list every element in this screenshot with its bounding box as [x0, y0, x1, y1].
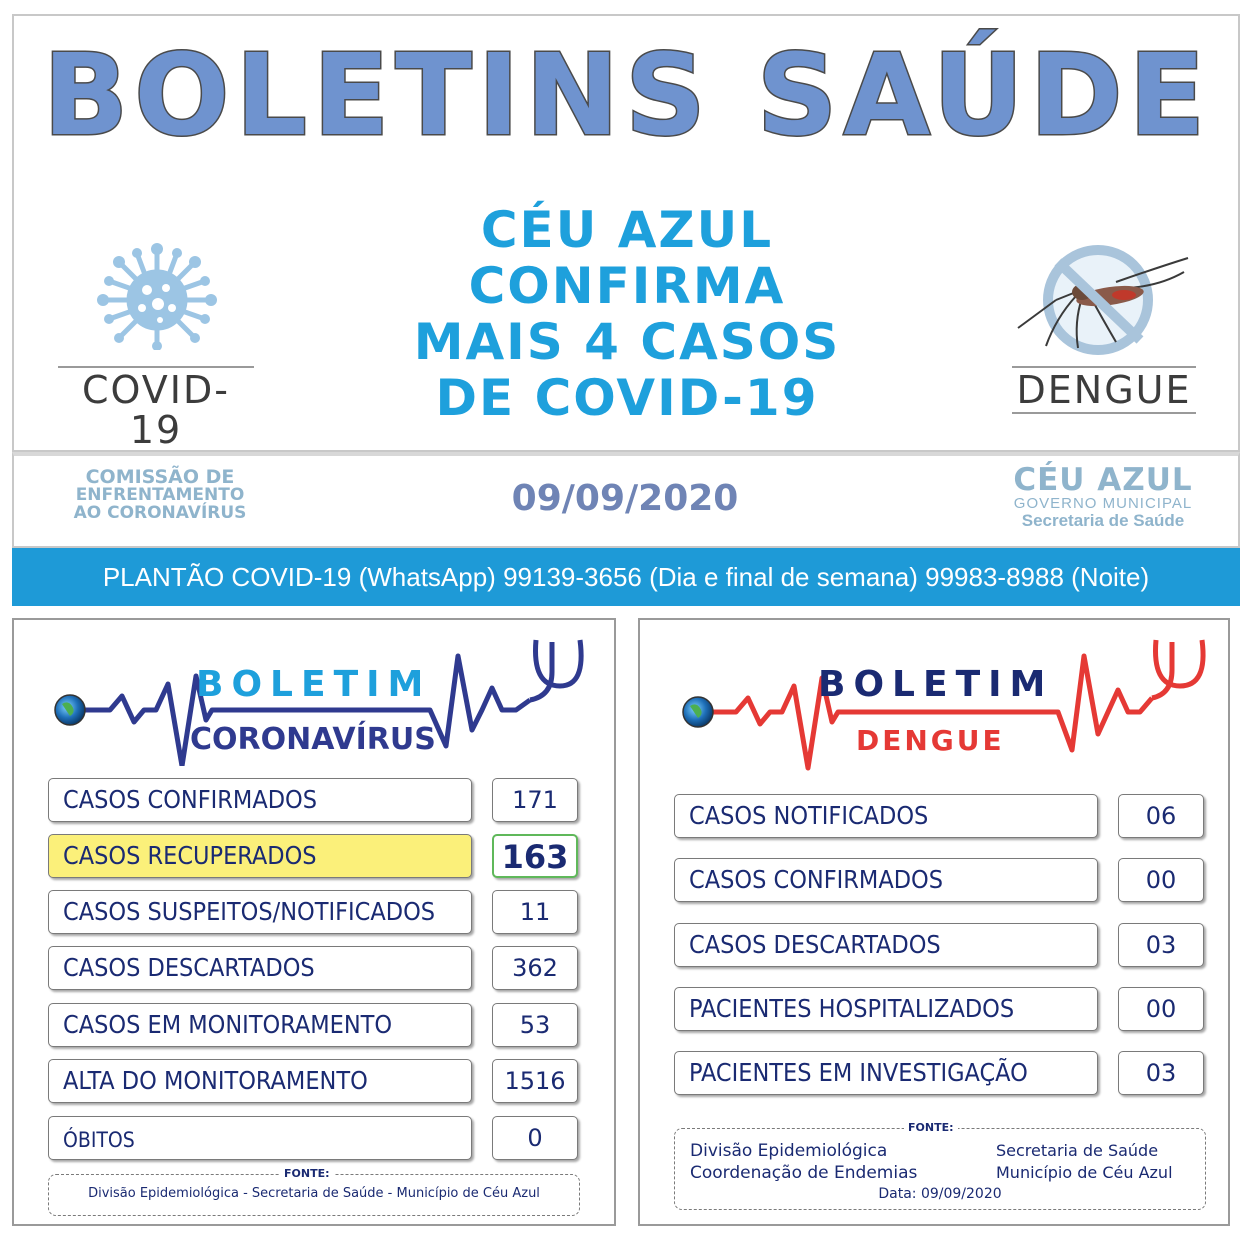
- corona-source-text: Divisão Epidemiológica - Secretaria de Saúde - Município de Céu Azul: [88, 1186, 540, 1201]
- headline-line: DE COVID-19: [435, 369, 819, 427]
- corona-row-value: 362: [492, 946, 578, 990]
- corona-row-value: 1516: [492, 1059, 578, 1103]
- corona-row-label: CASOS SUSPEITOS/NOTIFICADOS: [48, 890, 472, 934]
- commission-line: COMISSÃO DE: [85, 466, 235, 488]
- gov-subtitle: GOVERNO MUNICIPAL: [1013, 495, 1193, 512]
- dengue-row-value: 00: [1118, 858, 1204, 902]
- dengue-source-line: Município de Céu Azul: [996, 1163, 1173, 1182]
- virus-icon: [92, 238, 222, 350]
- dengue-row-value: 06: [1118, 794, 1204, 838]
- commission-logo: [60, 468, 260, 522]
- corona-row-label: ALTA DO MONITORAMENTO: [48, 1059, 472, 1103]
- headline-line: CONFIRMA: [468, 257, 786, 315]
- corona-logo-subtitle: CORONAVÍRUS: [190, 722, 436, 757]
- corona-row-label-highlighted: CASOS RECUPERADOS: [48, 834, 472, 878]
- dengue-row-value: 03: [1118, 923, 1204, 967]
- gov-title: CÉU AZUL: [1013, 462, 1193, 498]
- dengue-label: DENGUE: [1012, 366, 1196, 414]
- dengue-source-tag: FONTE:: [904, 1121, 958, 1134]
- dengue-source-line: Secretaria de Saúde: [996, 1141, 1159, 1160]
- dengue-row-label: CASOS NOTIFICADOS: [674, 794, 1098, 838]
- corona-row-label: CASOS EM MONITORAMENTO: [48, 1003, 472, 1047]
- commission-line: AO CORONAVÍRUS: [73, 503, 247, 523]
- page-title: BOLETINS SAÚDE: [42, 31, 1212, 161]
- headline: [300, 202, 954, 426]
- dengue-row-value: 00: [1118, 987, 1204, 1031]
- corona-row-label: CASOS DESCARTADOS: [48, 946, 472, 990]
- corona-source-tag: FONTE:: [280, 1167, 334, 1180]
- commission-line: ENFRENTAMENTO: [75, 485, 245, 505]
- bulletin-date: 09/09/2020: [511, 478, 739, 519]
- corona-row-value: 53: [492, 1003, 578, 1047]
- corona-row-value: 11: [492, 890, 578, 934]
- corona-row-value: 171: [492, 778, 578, 822]
- dengue-row-label: CASOS CONFIRMADOS: [674, 858, 1098, 902]
- dengue-logo-subtitle: DENGUE: [856, 724, 1005, 757]
- dengue-source-left: [690, 1140, 917, 1184]
- dengue-row-label: PACIENTES EM INVESTIGAÇÃO: [674, 1051, 1098, 1095]
- corona-row-label: CASOS CONFIRMADOS: [48, 778, 472, 822]
- no-mosquito-icon: [1016, 238, 1192, 358]
- corona-row-label: ÓBITOS: [48, 1116, 472, 1160]
- dengue-row-label: PACIENTES HOSPITALIZADOS: [674, 987, 1098, 1031]
- hotline-banner: PLANTÃO COVID-19 (WhatsApp) 99139-3656 (Dia e final de semana) 99983-8988 (Noite): [12, 548, 1240, 606]
- gov-department: Secretaria de Saúde: [1021, 511, 1185, 530]
- dengue-logo-title: BOLETIM: [818, 664, 1054, 705]
- dengue-source-line: Coordenação de Endemias: [690, 1163, 918, 1183]
- dengue-source-line: Divisão Epidemiológica: [690, 1141, 888, 1161]
- dengue-source-date: Data: 09/09/2020: [878, 1186, 1002, 1202]
- covid-label: COVID-19: [58, 366, 254, 454]
- dengue-row-value: 03: [1118, 1051, 1204, 1095]
- headline-line: CÉU AZUL: [480, 201, 774, 259]
- government-logo: [998, 464, 1208, 530]
- dengue-source-right: [996, 1140, 1173, 1184]
- headline-line: MAIS 4 CASOS: [413, 313, 841, 371]
- dengue-row-label: CASOS DESCARTADOS: [674, 923, 1098, 967]
- corona-logo-title: BOLETIM: [196, 664, 432, 705]
- corona-row-value: 0: [492, 1116, 578, 1160]
- corona-row-value-highlighted: 163: [492, 834, 578, 878]
